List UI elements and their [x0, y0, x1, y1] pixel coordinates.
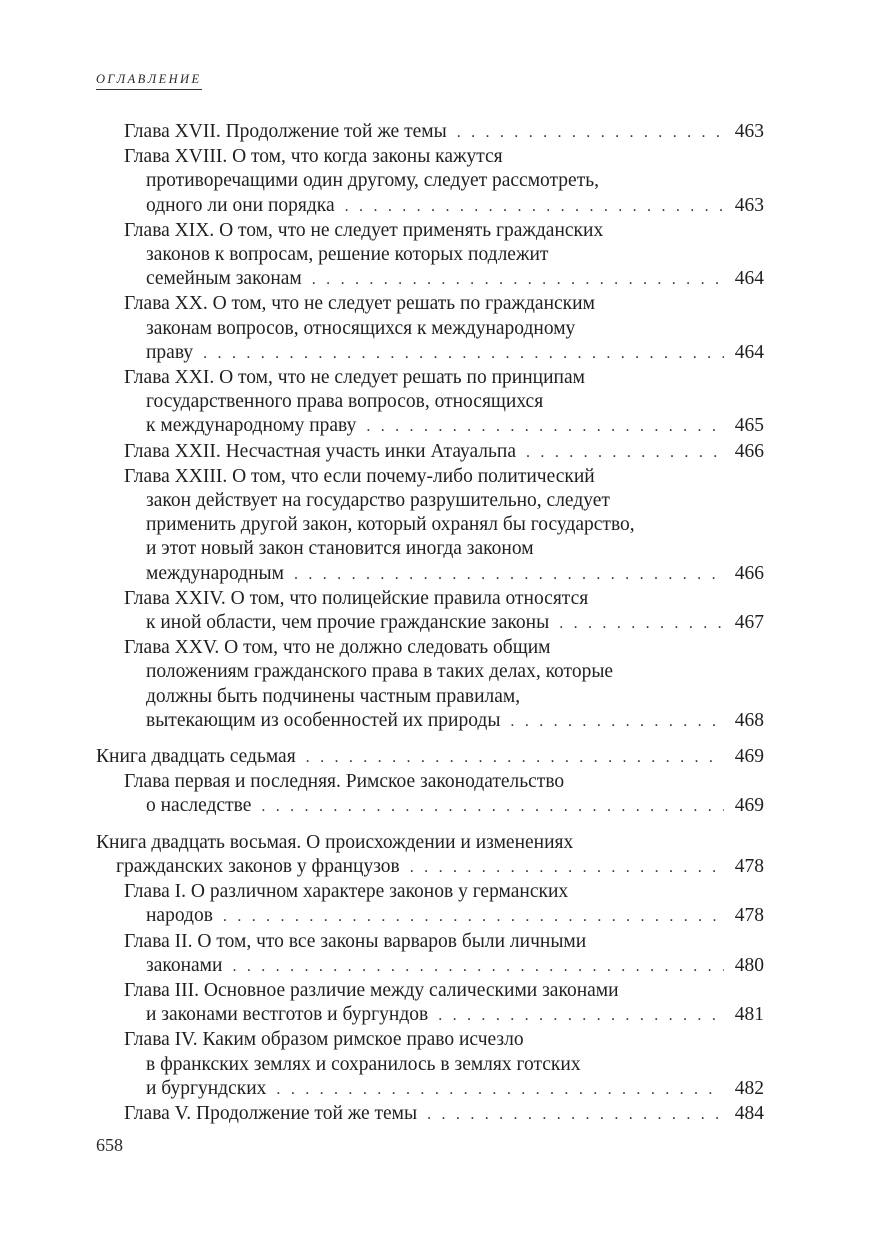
toc-entry-text: Книга двадцать седьмая [96, 746, 296, 768]
toc-entry-line [124, 341, 764, 366]
toc-entry-line [124, 1102, 764, 1127]
dot-leader [203, 342, 724, 366]
toc-chapter-entry[interactable] [96, 145, 764, 219]
toc-entry-text: положениям гражданского права в таких делах, которые [146, 661, 614, 683]
toc-page-number: 464 [734, 268, 764, 290]
toc-entry-text: закон действует на государство разрушительно, следует [146, 490, 610, 512]
dot-leader [438, 1004, 724, 1028]
toc-chapter-entry[interactable] [96, 465, 764, 587]
toc-entry-line [124, 169, 764, 193]
toc-entry-line [124, 120, 764, 145]
toc-entry-text: в франкских землях и сохранилось в землях готских [146, 1053, 581, 1075]
toc-page-number: 481 [734, 1004, 764, 1026]
toc-entry-text: противоречащими один другому, следует рассмотреть, [146, 170, 599, 192]
toc-book-entry[interactable] [96, 745, 764, 770]
toc-entry-line [124, 317, 764, 341]
toc-page-number: 466 [734, 562, 764, 584]
toc-page-number: 468 [734, 709, 764, 731]
toc-page-number: 464 [734, 341, 764, 363]
toc-page-number: 465 [734, 415, 764, 437]
toc-entry-text: о наследстве [146, 795, 252, 817]
toc-chapter-entry[interactable] [96, 1102, 764, 1127]
toc-entry-text: Глава IV. Каким образом римское право исчезло [124, 1029, 524, 1051]
toc-entry-text: законов к вопросам, решение которых подлежит [146, 244, 549, 266]
toc-entry-text: применить другой закон, который охранял бы государство, [146, 514, 635, 536]
dot-leader [345, 195, 724, 219]
toc-entry-line [124, 562, 764, 587]
toc-page-number: 466 [734, 440, 764, 462]
toc-entry-text: Глава V. Продолжение той же темы [124, 1102, 418, 1124]
toc-entry-text: Глава I. О различном характере законов у германских [124, 881, 569, 903]
toc-entry-line [124, 440, 764, 465]
toc-page-number: 478 [734, 855, 764, 877]
toc-entry-line [124, 292, 764, 316]
toc-entry-line [124, 267, 764, 292]
toc-entry-text: праву [146, 341, 194, 363]
toc-page-number: 482 [734, 1077, 764, 1099]
toc-entry-line [124, 390, 764, 414]
toc-chapter-entry[interactable] [96, 636, 764, 734]
toc-entry-text: Глава XVIII. О том, что когда законы кажутся [124, 146, 503, 168]
toc-entry-line [124, 1003, 764, 1028]
toc-entry-line [124, 660, 764, 684]
toc-entry-text: и законами вестготов и бургундов [146, 1004, 429, 1026]
toc-entry-line [124, 1053, 764, 1077]
toc-entry-text: Глава XIX. О том, что не следует применять гражданских [124, 219, 604, 241]
toc-page-number: 478 [734, 905, 764, 927]
toc-entry-line [96, 831, 764, 855]
toc-entry-text: Глава первая и последняя. Римское законодательство [124, 771, 565, 793]
dot-leader [276, 1078, 724, 1102]
toc-entry-text: семейным законам [146, 268, 302, 290]
dot-leader [510, 710, 724, 734]
toc-entry-line [124, 954, 764, 979]
toc-chapter-entry[interactable] [96, 1028, 764, 1102]
toc-entry-text: Глава XXV. О том, что не должно следовать общим [124, 637, 551, 659]
toc-entry-text: Глава XVII. Продолжение той же темы [124, 121, 447, 142]
running-head: ОГЛАВЛЕНИЕ [96, 72, 202, 90]
toc-entry-text: законам вопросов, относящихся к международному [146, 317, 576, 339]
toc-entry-line [124, 1077, 764, 1102]
dot-leader [306, 746, 724, 770]
toc-entry-text: к иной области, чем прочие гражданские законы [146, 612, 550, 634]
table-of-contents [96, 120, 764, 1127]
page-number: 658 [96, 1135, 123, 1155]
dot-leader [559, 612, 724, 636]
toc-entry-text: Глава II. О том, что все законы варваров были личными [124, 930, 587, 952]
dot-leader [410, 856, 724, 880]
toc-entry-text: одного ли они порядка [146, 194, 335, 216]
toc-entry-line [124, 709, 764, 734]
toc-entry-line [124, 880, 764, 904]
toc-entry-text: должны быть подчинены частным правилам, [146, 685, 521, 707]
toc-entry-line [124, 1028, 764, 1052]
toc-entry-line [124, 243, 764, 267]
toc-entry-line [124, 636, 764, 660]
toc-entry-text: Глава XXI. О том, что не следует решать по принципам [124, 367, 585, 389]
toc-entry-line [124, 489, 764, 513]
toc-entry-line [96, 855, 764, 880]
toc-entry-text: вытекающим из особенностей их природы [146, 709, 501, 731]
toc-entry-text: Глава III. Основное различие между салическими законами [124, 979, 619, 1001]
toc-page-number: 467 [734, 612, 764, 634]
dot-leader [457, 121, 724, 145]
toc-chapter-entry[interactable] [96, 219, 764, 293]
dot-leader [232, 955, 724, 979]
toc-chapter-entry[interactable] [96, 366, 764, 440]
toc-entry-text: и бургундских [146, 1077, 267, 1099]
toc-entry-line [124, 465, 764, 489]
toc-entry-line [124, 145, 764, 169]
toc-entry-line [124, 930, 764, 954]
toc-entry-text: к международному праву [146, 415, 357, 437]
toc-chapter-entry[interactable] [96, 587, 764, 636]
toc-chapter-entry[interactable] [96, 120, 764, 145]
toc-entry-text: законами [146, 954, 223, 976]
toc-entry-line [96, 745, 764, 770]
dot-leader [294, 563, 724, 587]
toc-page-number: 463 [734, 121, 764, 142]
dot-leader [427, 1103, 724, 1127]
toc-entry-text: Книга двадцать восьмая. О происхождении и изменениях [96, 831, 574, 853]
toc-entry-line [124, 794, 764, 819]
toc-entry-line [124, 587, 764, 611]
toc-entry-text: Глава XXII. Несчастная участь инки Атауальпа [124, 440, 517, 462]
dot-leader [312, 268, 724, 292]
toc-entry-line [124, 904, 764, 929]
toc-page-number: 484 [734, 1102, 764, 1124]
toc-entry-text: гражданских законов у французов [116, 855, 400, 877]
toc-entry-line [124, 979, 764, 1003]
toc-entry-line [124, 194, 764, 219]
toc-entry-line [124, 414, 764, 439]
toc-entry-text: Глава XXIV. О том, что полицейские правила относятся [124, 587, 589, 609]
toc-entry-text: государственного права вопросов, относящихся [146, 391, 544, 413]
toc-entry-text: международным [146, 562, 284, 584]
toc-entry-text: народов [146, 905, 213, 927]
toc-entry-line [124, 219, 764, 243]
toc-entry-text: и этот новый закон становится иногда законом [146, 538, 534, 560]
toc-chapter-entry[interactable] [96, 292, 764, 366]
toc-chapter-entry[interactable] [96, 930, 764, 979]
toc-chapter-entry[interactable] [96, 440, 764, 465]
toc-entry-line [124, 770, 764, 794]
dot-leader [261, 795, 724, 819]
toc-entry-text: Глава XXIII. О том, что если почему-либо политический [124, 465, 595, 487]
toc-book-entry[interactable] [96, 831, 764, 880]
toc-entry-line [124, 611, 764, 636]
toc-chapter-entry[interactable] [96, 770, 764, 819]
dot-leader [366, 415, 724, 439]
toc-entry-line [124, 366, 764, 390]
toc-page-number: 463 [734, 194, 764, 216]
toc-entry-line [124, 685, 764, 709]
toc-entry-line [124, 537, 764, 561]
toc-entry-line [124, 513, 764, 537]
toc-page-number: 469 [734, 795, 764, 817]
toc-page-number: 469 [734, 746, 764, 768]
dot-leader [223, 905, 724, 929]
toc-chapter-entry[interactable] [96, 880, 764, 929]
toc-entry-text: Глава XX. О том, что не следует решать по гражданским [124, 293, 595, 315]
toc-chapter-entry[interactable] [96, 979, 764, 1028]
dot-leader [526, 441, 724, 465]
toc-page-number: 480 [734, 954, 764, 976]
